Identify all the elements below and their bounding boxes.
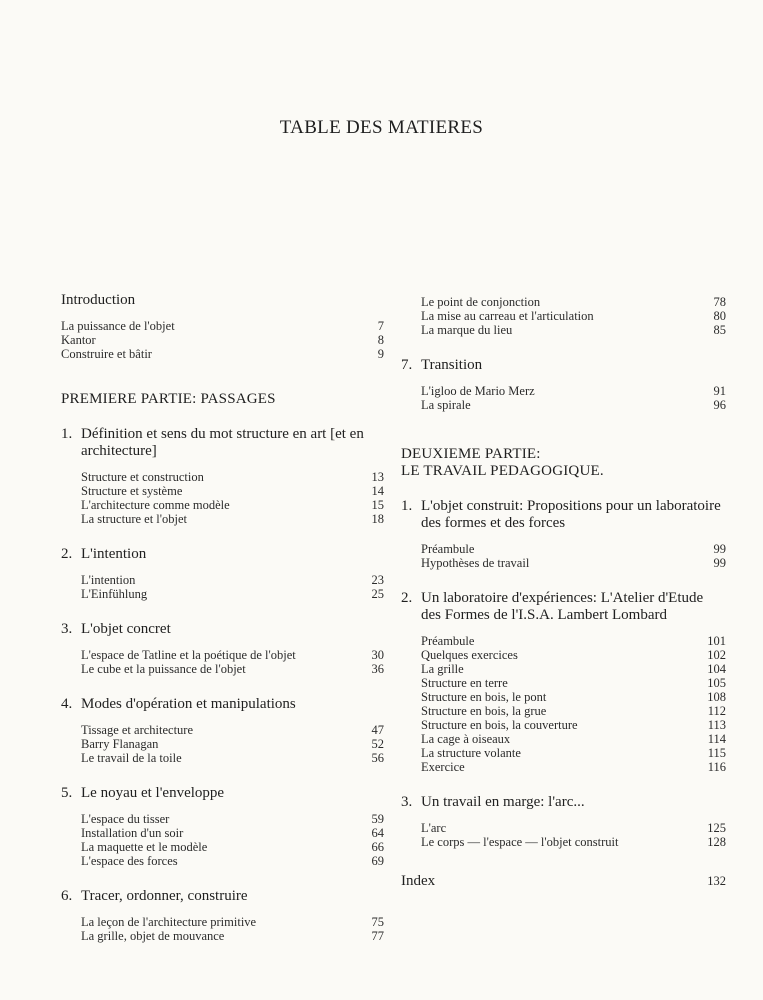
toc-entry[interactable]: La spirale 96	[421, 398, 726, 412]
toc-entry[interactable]: Structure en bois, le pont 108	[421, 690, 726, 704]
part2-heading: DEUXIEME PARTIE: LE TRAVAIL PEDAGOGIQUE.	[401, 446, 604, 479]
toc-entry[interactable]: Structure en bois, la couverture 113	[421, 718, 726, 732]
toc-entry[interactable]: La puissance de l'objet 7	[61, 319, 384, 333]
chapter-heading[interactable]: 6. Tracer, ordonner, construire	[61, 888, 248, 904]
chapter-entries	[61, 470, 384, 526]
toc-entry[interactable]: Le corps — l'espace — l'objet construit 128	[421, 835, 726, 849]
toc-entry[interactable]: Structure et système 14	[81, 484, 384, 498]
toc-entry[interactable]: Structure et construction 13	[81, 470, 384, 484]
toc-entry[interactable]: La leçon de l'architecture primitive 75	[81, 915, 384, 929]
intro-entries	[61, 319, 384, 361]
toc-entry[interactable]: La grille 104	[421, 662, 726, 676]
chapter-heading[interactable]: 1. Définition et sens du mot structure en art [et en architecture]	[61, 426, 364, 459]
chapter-heading[interactable]: 4. Modes d'opération et manipulations	[61, 696, 296, 712]
intro-heading: Introduction	[61, 292, 136, 308]
index-entry[interactable]: Index 132	[401, 873, 726, 889]
chapter-entries	[401, 634, 726, 774]
toc-right-column	[401, 292, 726, 890]
toc-entry[interactable]: Tissage et architecture 47	[81, 723, 384, 737]
toc-entry[interactable]: La cage à oiseaux 114	[421, 732, 726, 746]
toc-entry[interactable]: L'arc 125	[421, 821, 726, 835]
toc-entry[interactable]: La grille, objet de mouvance 77	[81, 929, 384, 943]
toc-entry[interactable]: Le cube et la puissance de l'objet 36	[81, 662, 384, 676]
toc-entry[interactable]: Hypothèses de travail 99	[421, 556, 726, 570]
chapter-entries	[61, 573, 384, 601]
toc-entry[interactable]: Structure en bois, la grue 112	[421, 704, 726, 718]
toc-entry[interactable]: Kantor 8	[61, 333, 384, 347]
chapter-heading[interactable]: 2. L'intention	[61, 546, 147, 562]
chapter-entries	[401, 542, 726, 570]
toc-entry[interactable]: L'intention 23	[81, 573, 384, 587]
chapter-entries	[401, 821, 726, 849]
chapter-entries	[61, 648, 384, 676]
toc-entry[interactable]: La structure volante 115	[421, 746, 726, 760]
toc-entry[interactable]: Le travail de la toile 56	[81, 751, 384, 765]
toc-entry[interactable]: Exercice 116	[421, 760, 726, 774]
page-title: TABLE DES MATIERES	[279, 117, 484, 138]
chapter-heading[interactable]: 1. L'objet construit: Propositions pour un laboratoire des formes et des forces	[401, 498, 721, 531]
toc-entry[interactable]: Préambule 99	[421, 542, 726, 556]
chapter-entries	[61, 812, 384, 868]
chapter-heading[interactable]: 2. Un laboratoire d'expériences: L'Atelier d'Etude des Formes de l'I.S.A. Lambert Lombard	[401, 590, 704, 623]
chapter6-continued-entries	[401, 295, 726, 337]
chapter-entries	[401, 384, 726, 412]
toc-entry[interactable]: Structure en terre 105	[421, 676, 726, 690]
chapter-heading[interactable]: 7. Transition	[401, 357, 483, 373]
toc-entry[interactable]: L'igloo de Mario Merz 91	[421, 384, 726, 398]
chapter-heading[interactable]: 3. Un travail en marge: l'arc...	[401, 794, 585, 810]
toc-entry[interactable]: Installation d'un soir 64	[81, 826, 384, 840]
toc-entry[interactable]: L'espace de Tatline et la poétique de l'objet 30	[81, 648, 384, 662]
chapter-heading[interactable]: 3. L'objet concret	[61, 621, 171, 637]
chapter-entries	[61, 723, 384, 765]
toc-left-column	[61, 292, 384, 943]
toc-entry[interactable]: Construire et bâtir 9	[61, 347, 384, 361]
toc-entry[interactable]: L'architecture comme modèle 15	[81, 498, 384, 512]
toc-entry[interactable]: La structure et l'objet 18	[81, 512, 384, 526]
chapter-entries	[61, 915, 384, 943]
part1-heading: PREMIERE PARTIE: PASSAGES	[61, 391, 276, 407]
toc-entry[interactable]: L'Einfühlung 25	[81, 587, 384, 601]
toc-entry[interactable]: Quelques exercices 102	[421, 648, 726, 662]
toc-entry[interactable]: Le point de conjonction 78	[421, 295, 726, 309]
toc-entry[interactable]: Barry Flanagan 52	[81, 737, 384, 751]
chapter-heading[interactable]: 5. Le noyau et l'enveloppe	[61, 785, 225, 801]
toc-entry[interactable]: La mise au carreau et l'articulation 80	[421, 309, 726, 323]
toc-entry[interactable]: La marque du lieu 85	[421, 323, 726, 337]
toc-entry[interactable]: L'espace du tisser 59	[81, 812, 384, 826]
toc-entry[interactable]: Préambule 101	[421, 634, 726, 648]
toc-entry[interactable]: La maquette et le modèle 66	[81, 840, 384, 854]
toc-entry[interactable]: L'espace des forces 69	[81, 854, 384, 868]
